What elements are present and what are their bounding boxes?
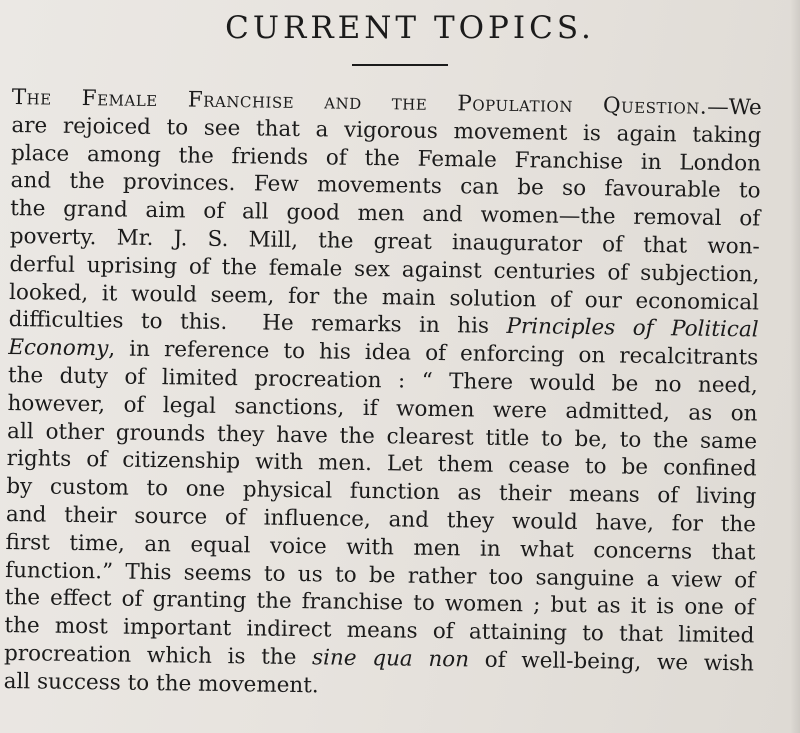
article-text: procreation which is the <box>3 640 313 671</box>
title-rule <box>352 64 448 66</box>
article-line: the duty of limited procreation : “ There would be no need, <box>7 362 759 399</box>
article-text: difficulties to this. He remarks in his <box>8 307 507 340</box>
article-line: and their source of influence, and they would have, for the <box>5 501 757 538</box>
page-title: CURRENT TOPICS. <box>225 10 595 46</box>
article-line: place among the friends of the Female Franchise in London <box>10 140 762 177</box>
book-title-italic: Economy <box>8 335 109 362</box>
article-line: derful uprising of the female sex against centuries of subjection, <box>9 251 760 288</box>
article-line: all other grounds they have the clearest title to be, to the same <box>6 418 758 454</box>
article-title: The Female Franchise and the Population Question. <box>11 84 708 120</box>
article-line: poverty. Mr. J. S. Mill, the great inaugurator of that won- <box>9 223 760 260</box>
article-title-dash: —We <box>706 94 762 121</box>
article-text: , in reference to his idea of enforcing on recalcitrants <box>108 336 759 371</box>
article-line: rights of citizenship with men. Let them cease to be confined <box>6 446 757 482</box>
article-line: function.” This seems to us to be rather too sanguine a view of <box>5 557 756 593</box>
article-line: the effect of granting the franchise to women ; but as it is one of <box>4 585 755 621</box>
article-body <box>3 84 781 706</box>
article-text: of well-being, we wish <box>468 647 755 677</box>
latin-phrase-italic: sine qua non <box>311 645 470 673</box>
article-line: and the provinces. Few movements can be so favourable to <box>10 168 761 204</box>
page-edge-shadow <box>790 0 800 733</box>
article-line: however, of legal sanctions, if women were admitted, as on <box>7 390 758 427</box>
article-line: looked, it would seem, for the main solution of our economical <box>8 279 760 316</box>
article-line: by custom to one physical function as their means of living <box>6 474 757 510</box>
article-line: the grand aim of all good men and women—the removal of <box>10 196 761 232</box>
article-line-final: all success to the movement. <box>3 668 319 699</box>
book-title-italic: Principles of Political <box>506 314 759 343</box>
article-line: the most important indirect means of attaining to that limited <box>4 613 755 649</box>
article-line: are rejoiced to see that a vigorous movement is again taking <box>11 112 762 149</box>
article-line: first time, an equal voice with men in what concerns that <box>5 529 756 566</box>
